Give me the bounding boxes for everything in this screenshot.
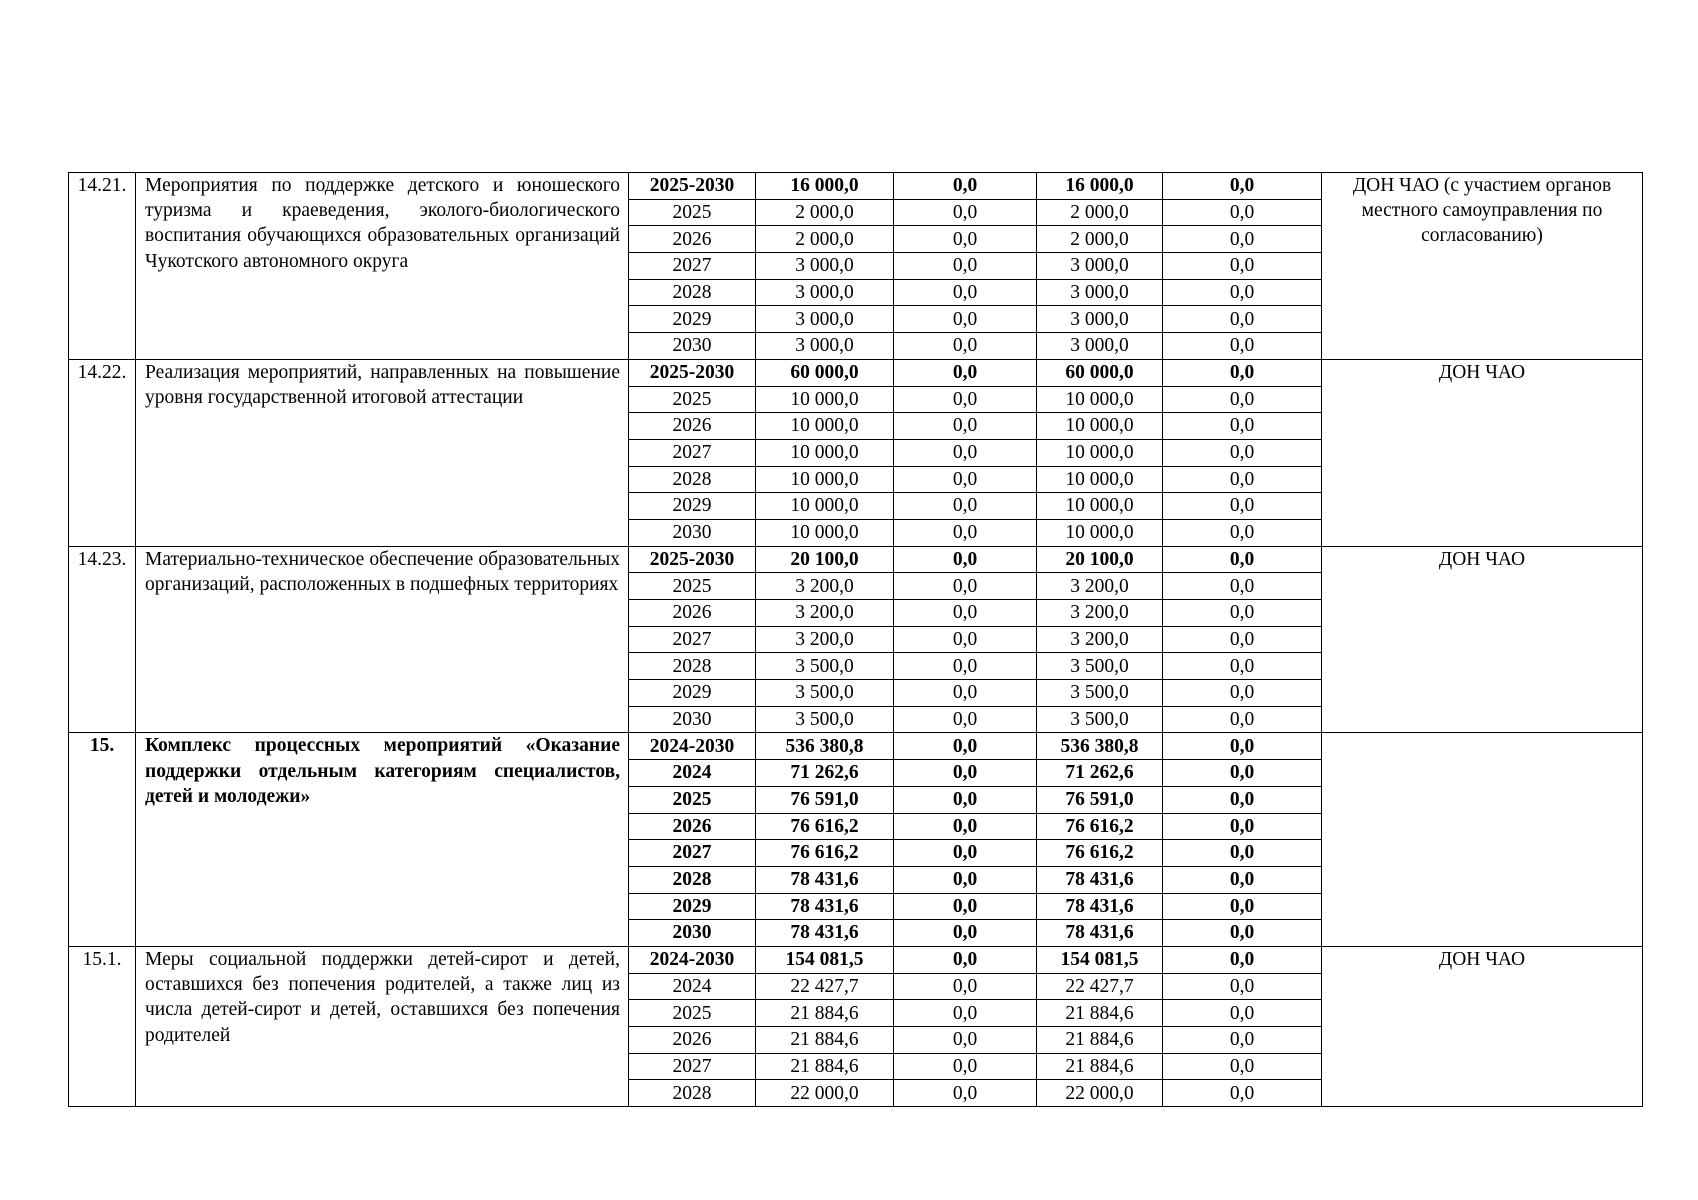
- federal-budget-cell: 0,0: [894, 600, 1037, 627]
- total-cell: 10 000,0: [756, 386, 894, 413]
- regional-budget-cell: 22 427,7: [1037, 973, 1163, 1000]
- total-cell: 22 000,0: [756, 1080, 894, 1107]
- regional-budget-cell: 3 000,0: [1037, 253, 1163, 280]
- period-cell: 2025-2030: [629, 546, 756, 573]
- regional-budget-cell: 71 262,6: [1037, 760, 1163, 787]
- federal-budget-cell: 0,0: [894, 1000, 1037, 1027]
- federal-budget-cell: 0,0: [894, 920, 1037, 947]
- local-budget-cell: 0,0: [1163, 706, 1322, 733]
- item-description: Комплекс процессных мероприятий «Оказание поддержки отдельным категориям специалистов, детей и молодежи»: [136, 733, 629, 947]
- total-cell: 20 100,0: [756, 546, 894, 573]
- total-cell: 76 616,2: [756, 813, 894, 840]
- local-budget-cell: 0,0: [1163, 786, 1322, 813]
- regional-budget-cell: 78 431,6: [1037, 920, 1163, 947]
- regional-budget-cell: 10 000,0: [1037, 386, 1163, 413]
- table-body: [69, 173, 1643, 1107]
- responsible-executor: ДОН ЧАО: [1322, 946, 1643, 1106]
- regional-budget-cell: 76 591,0: [1037, 786, 1163, 813]
- federal-budget-cell: 0,0: [894, 1053, 1037, 1080]
- local-budget-cell: 0,0: [1163, 866, 1322, 893]
- federal-budget-cell: 0,0: [894, 1027, 1037, 1054]
- total-cell: 536 380,8: [756, 733, 894, 760]
- total-cell: 3 500,0: [756, 680, 894, 707]
- period-cell: 2029: [629, 493, 756, 520]
- regional-budget-cell: 16 000,0: [1037, 173, 1163, 200]
- period-cell: 2027: [629, 840, 756, 867]
- total-cell: 10 000,0: [756, 466, 894, 493]
- local-budget-cell: 0,0: [1163, 1053, 1322, 1080]
- item-number: 15.: [69, 733, 136, 947]
- period-cell: 2029: [629, 306, 756, 333]
- period-cell: 2025: [629, 573, 756, 600]
- period-cell: 2026: [629, 600, 756, 627]
- local-budget-cell: 0,0: [1163, 1080, 1322, 1107]
- period-cell: 2027: [629, 253, 756, 280]
- item-description: Материально-техническое обеспечение образовательных организаций, расположенных в подшефных территориях: [136, 546, 629, 733]
- local-budget-cell: 0,0: [1163, 973, 1322, 1000]
- regional-budget-cell: 10 000,0: [1037, 466, 1163, 493]
- period-cell: 2028: [629, 1080, 756, 1107]
- federal-budget-cell: 0,0: [894, 706, 1037, 733]
- regional-budget-cell: 10 000,0: [1037, 519, 1163, 546]
- period-cell: 2024: [629, 973, 756, 1000]
- local-budget-cell: 0,0: [1163, 226, 1322, 253]
- regional-budget-cell: 21 884,6: [1037, 1053, 1163, 1080]
- total-cell: 3 500,0: [756, 706, 894, 733]
- local-budget-cell: 0,0: [1163, 439, 1322, 466]
- table-row: [69, 359, 1643, 386]
- federal-budget-cell: 0,0: [894, 813, 1037, 840]
- local-budget-cell: 0,0: [1163, 333, 1322, 360]
- local-budget-cell: 0,0: [1163, 653, 1322, 680]
- local-budget-cell: 0,0: [1163, 173, 1322, 200]
- total-cell: 10 000,0: [756, 519, 894, 546]
- period-cell: 2029: [629, 680, 756, 707]
- regional-budget-cell: 2 000,0: [1037, 226, 1163, 253]
- period-cell: 2029: [629, 893, 756, 920]
- federal-budget-cell: 0,0: [894, 840, 1037, 867]
- local-budget-cell: 0,0: [1163, 253, 1322, 280]
- federal-budget-cell: 0,0: [894, 439, 1037, 466]
- total-cell: 10 000,0: [756, 413, 894, 440]
- regional-budget-cell: 78 431,6: [1037, 893, 1163, 920]
- total-cell: 71 262,6: [756, 760, 894, 787]
- total-cell: 78 431,6: [756, 866, 894, 893]
- item-number: 14.22.: [69, 359, 136, 546]
- local-budget-cell: 0,0: [1163, 519, 1322, 546]
- total-cell: 21 884,6: [756, 1027, 894, 1054]
- local-budget-cell: 0,0: [1163, 626, 1322, 653]
- local-budget-cell: 0,0: [1163, 466, 1322, 493]
- federal-budget-cell: 0,0: [894, 866, 1037, 893]
- period-cell: 2026: [629, 1027, 756, 1054]
- period-cell: 2025: [629, 386, 756, 413]
- local-budget-cell: 0,0: [1163, 813, 1322, 840]
- regional-budget-cell: 22 000,0: [1037, 1080, 1163, 1107]
- local-budget-cell: 0,0: [1163, 493, 1322, 520]
- period-cell: 2025: [629, 199, 756, 226]
- federal-budget-cell: 0,0: [894, 359, 1037, 386]
- responsible-executor: ДОН ЧАО: [1322, 546, 1643, 733]
- table-row: [69, 173, 1643, 200]
- regional-budget-cell: 76 616,2: [1037, 813, 1163, 840]
- local-budget-cell: 0,0: [1163, 680, 1322, 707]
- local-budget-cell: 0,0: [1163, 760, 1322, 787]
- local-budget-cell: 0,0: [1163, 946, 1322, 973]
- total-cell: 2 000,0: [756, 226, 894, 253]
- local-budget-cell: 0,0: [1163, 546, 1322, 573]
- regional-budget-cell: 3 000,0: [1037, 306, 1163, 333]
- regional-budget-cell: 21 884,6: [1037, 1000, 1163, 1027]
- regional-budget-cell: 3 200,0: [1037, 626, 1163, 653]
- period-cell: 2030: [629, 333, 756, 360]
- total-cell: 10 000,0: [756, 439, 894, 466]
- item-description: Реализация мероприятий, направленных на повышение уровня государственной итоговой аттестации: [136, 359, 629, 546]
- total-cell: 16 000,0: [756, 173, 894, 200]
- period-cell: 2028: [629, 653, 756, 680]
- responsible-executor: [1322, 733, 1643, 947]
- total-cell: 21 884,6: [756, 1000, 894, 1027]
- federal-budget-cell: 0,0: [894, 466, 1037, 493]
- federal-budget-cell: 0,0: [894, 760, 1037, 787]
- local-budget-cell: 0,0: [1163, 359, 1322, 386]
- local-budget-cell: 0,0: [1163, 573, 1322, 600]
- local-budget-cell: 0,0: [1163, 733, 1322, 760]
- regional-budget-cell: 76 616,2: [1037, 840, 1163, 867]
- item-number: 15.1.: [69, 946, 136, 1106]
- regional-budget-cell: 3 200,0: [1037, 600, 1163, 627]
- total-cell: 3 000,0: [756, 253, 894, 280]
- total-cell: 10 000,0: [756, 493, 894, 520]
- federal-budget-cell: 0,0: [894, 279, 1037, 306]
- funding-table: [68, 172, 1643, 1107]
- item-description: Меры социальной поддержки детей-сирот и детей, оставшихся без попечения родителей, а также лиц из числа детей-сирот и детей, оставшихся без попечения родителей: [136, 946, 629, 1106]
- federal-budget-cell: 0,0: [894, 893, 1037, 920]
- period-cell: 2027: [629, 1053, 756, 1080]
- regional-budget-cell: 3 500,0: [1037, 680, 1163, 707]
- total-cell: 60 000,0: [756, 359, 894, 386]
- table-row: [69, 733, 1643, 760]
- local-budget-cell: 0,0: [1163, 1000, 1322, 1027]
- total-cell: 21 884,6: [756, 1053, 894, 1080]
- federal-budget-cell: 0,0: [894, 973, 1037, 1000]
- period-cell: 2028: [629, 279, 756, 306]
- federal-budget-cell: 0,0: [894, 546, 1037, 573]
- regional-budget-cell: 154 081,5: [1037, 946, 1163, 973]
- federal-budget-cell: 0,0: [894, 413, 1037, 440]
- total-cell: 3 000,0: [756, 279, 894, 306]
- period-cell: 2028: [629, 866, 756, 893]
- period-cell: 2030: [629, 519, 756, 546]
- total-cell: 22 427,7: [756, 973, 894, 1000]
- federal-budget-cell: 0,0: [894, 1080, 1037, 1107]
- period-cell: 2024-2030: [629, 946, 756, 973]
- total-cell: 3 200,0: [756, 600, 894, 627]
- federal-budget-cell: 0,0: [894, 173, 1037, 200]
- local-budget-cell: 0,0: [1163, 600, 1322, 627]
- regional-budget-cell: 3 200,0: [1037, 573, 1163, 600]
- period-cell: 2026: [629, 226, 756, 253]
- total-cell: 76 591,0: [756, 786, 894, 813]
- federal-budget-cell: 0,0: [894, 333, 1037, 360]
- period-cell: 2024-2030: [629, 733, 756, 760]
- federal-budget-cell: 0,0: [894, 626, 1037, 653]
- period-cell: 2028: [629, 466, 756, 493]
- total-cell: 3 200,0: [756, 626, 894, 653]
- regional-budget-cell: 3 000,0: [1037, 333, 1163, 360]
- total-cell: 2 000,0: [756, 199, 894, 226]
- federal-budget-cell: 0,0: [894, 786, 1037, 813]
- period-cell: 2030: [629, 920, 756, 947]
- local-budget-cell: 0,0: [1163, 840, 1322, 867]
- local-budget-cell: 0,0: [1163, 920, 1322, 947]
- period-cell: 2027: [629, 626, 756, 653]
- federal-budget-cell: 0,0: [894, 493, 1037, 520]
- total-cell: 3 500,0: [756, 653, 894, 680]
- federal-budget-cell: 0,0: [894, 226, 1037, 253]
- local-budget-cell: 0,0: [1163, 279, 1322, 306]
- period-cell: 2025: [629, 786, 756, 813]
- total-cell: 3 000,0: [756, 306, 894, 333]
- federal-budget-cell: 0,0: [894, 680, 1037, 707]
- regional-budget-cell: 20 100,0: [1037, 546, 1163, 573]
- period-cell: 2025: [629, 1000, 756, 1027]
- local-budget-cell: 0,0: [1163, 893, 1322, 920]
- regional-budget-cell: 536 380,8: [1037, 733, 1163, 760]
- item-number: 14.23.: [69, 546, 136, 733]
- period-cell: 2025-2030: [629, 173, 756, 200]
- federal-budget-cell: 0,0: [894, 946, 1037, 973]
- regional-budget-cell: 3 500,0: [1037, 706, 1163, 733]
- table-row: [69, 546, 1643, 573]
- federal-budget-cell: 0,0: [894, 573, 1037, 600]
- local-budget-cell: 0,0: [1163, 1027, 1322, 1054]
- responsible-executor: ДОН ЧАО (с участием органов местного самоуправления по согласованию): [1322, 173, 1643, 360]
- local-budget-cell: 0,0: [1163, 413, 1322, 440]
- federal-budget-cell: 0,0: [894, 386, 1037, 413]
- total-cell: 76 616,2: [756, 840, 894, 867]
- federal-budget-cell: 0,0: [894, 653, 1037, 680]
- table-row: [69, 946, 1643, 973]
- total-cell: 154 081,5: [756, 946, 894, 973]
- total-cell: 3 200,0: [756, 573, 894, 600]
- local-budget-cell: 0,0: [1163, 199, 1322, 226]
- regional-budget-cell: 60 000,0: [1037, 359, 1163, 386]
- total-cell: 78 431,6: [756, 893, 894, 920]
- period-cell: 2027: [629, 439, 756, 466]
- item-number: 14.21.: [69, 173, 136, 360]
- period-cell: 2030: [629, 706, 756, 733]
- regional-budget-cell: 10 000,0: [1037, 413, 1163, 440]
- period-cell: 2026: [629, 813, 756, 840]
- regional-budget-cell: 78 431,6: [1037, 866, 1163, 893]
- federal-budget-cell: 0,0: [894, 253, 1037, 280]
- regional-budget-cell: 10 000,0: [1037, 439, 1163, 466]
- period-cell: 2025-2030: [629, 359, 756, 386]
- regional-budget-cell: 3 000,0: [1037, 279, 1163, 306]
- federal-budget-cell: 0,0: [894, 519, 1037, 546]
- federal-budget-cell: 0,0: [894, 306, 1037, 333]
- regional-budget-cell: 3 500,0: [1037, 653, 1163, 680]
- local-budget-cell: 0,0: [1163, 306, 1322, 333]
- period-cell: 2026: [629, 413, 756, 440]
- item-description: Мероприятия по поддержке детского и юношеского туризма и краеведения, эколого-биологического воспитания обучающихся образовательных организаций Чукотского автономного округа: [136, 173, 629, 360]
- local-budget-cell: 0,0: [1163, 386, 1322, 413]
- period-cell: 2024: [629, 760, 756, 787]
- regional-budget-cell: 21 884,6: [1037, 1027, 1163, 1054]
- total-cell: 78 431,6: [756, 920, 894, 947]
- total-cell: 3 000,0: [756, 333, 894, 360]
- responsible-executor: ДОН ЧАО: [1322, 359, 1643, 546]
- regional-budget-cell: 2 000,0: [1037, 199, 1163, 226]
- federal-budget-cell: 0,0: [894, 199, 1037, 226]
- federal-budget-cell: 0,0: [894, 733, 1037, 760]
- regional-budget-cell: 10 000,0: [1037, 493, 1163, 520]
